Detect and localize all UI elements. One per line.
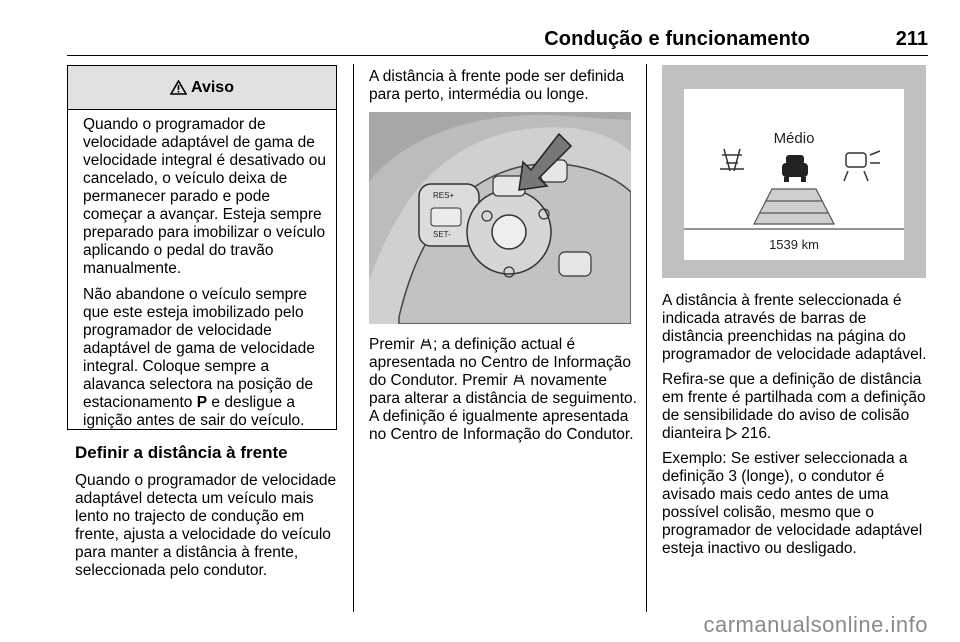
warning-paragraph-2-end: e desligue a ignição antes de sair do veículo. <box>83 394 305 429</box>
right-paragraph-3: Exemplo: Se estiver seleccionada a definição 3 (longe), o condutor é avisado mais cedo antes de uma possível colisão, mesmo que o programador de velocidade adaptável esteja inactivo ou desligado. <box>662 450 923 557</box>
middle-intro <box>369 68 635 111</box>
warning-box <box>67 65 337 430</box>
park-position-label: P <box>196 394 208 411</box>
vehicle-sensor-icon <box>844 151 880 181</box>
display-screen <box>684 89 904 260</box>
page-header-title: Condução e funcionamento <box>544 28 810 50</box>
column-separator-right <box>646 64 647 612</box>
header-rule <box>67 55 928 56</box>
distance-setting-label: Médio <box>773 130 815 147</box>
steering-wheel-illustration <box>369 112 631 324</box>
following-distance-icon <box>419 337 433 351</box>
warning-triangle-icon <box>170 80 187 95</box>
right-paragraph-1: A distância à frente seleccionada é indicada através de barras de distância preenchidas na página do programador de velocidade adaptável. <box>662 292 927 363</box>
middle-instructions <box>369 336 639 451</box>
collision-alert-icon <box>720 149 744 171</box>
section-intro-text: Quando o programador de velocidade adaptável detecta um veículo mais lento no trajecto de condução em frente, ajusta a velocidade do veículo para manter a distância à frente, seleccionada pelo condutor. <box>75 472 337 579</box>
set-label: SET- <box>433 230 451 239</box>
driver-info-display-image <box>662 65 926 278</box>
section-intro <box>75 472 345 587</box>
middle-intro-text: A distância à frente pode ser definida para perto, intermédia ou longe. <box>369 68 625 103</box>
press-text-2: ; a definição actual é apresentada no Centro de Informação do Condutor. Premir <box>369 336 631 389</box>
odometer-label: 1539 km <box>769 237 819 252</box>
right-paragraph-2 <box>662 371 928 443</box>
column-separator-left <box>353 64 354 612</box>
car-ahead-icon <box>782 155 808 182</box>
section-heading: Definir a distância à frente <box>75 443 288 462</box>
following-distance-icon <box>512 373 526 387</box>
display-illustration <box>684 89 904 260</box>
right-paragraph-2-text: Refira-se que a definição de distância em frente é partilhada com a definição de sensibilidade do aviso de colisão dianteira <box>662 371 926 442</box>
reference-page: 216. <box>736 425 772 442</box>
watermark: carmanualsonline.info <box>703 612 928 637</box>
warning-paragraph-2 <box>83 286 330 430</box>
warning-title: Aviso <box>191 78 234 96</box>
press-text-3: novamente para alterar a distância de seguimento. A definição é igualmente apresentada no Centro de Informação do Condutor. <box>369 372 637 443</box>
steering-wheel-image <box>369 112 631 324</box>
warning-body <box>68 110 336 430</box>
warning-paragraph-1: Quando o programador de velocidade adaptável de gama de velocidade integral é desativado ou cancelado, o veículo deixa de permanecer parado e pode começar a avançar. Esteja sempre preparado para imobilizar o veículo aplicando o pedal do travão manualmente. <box>83 116 327 277</box>
distance-bars <box>754 189 834 224</box>
res-label: RES+ <box>433 191 455 200</box>
press-text-1: Premir <box>369 336 419 353</box>
middle-instructions-text <box>369 336 639 444</box>
page-number: 211 <box>895 28 928 50</box>
right-text <box>662 292 928 565</box>
reference-arrow-icon <box>726 427 737 440</box>
warning-paragraph-2-text: Não abandone o veículo sempre que este esteja imobilizado pelo programador de velocidade adaptável de gama de velocidade integral. Coloque sempre a alavanca selectora na posição de estacionamento <box>83 286 315 411</box>
warning-header <box>68 66 336 110</box>
